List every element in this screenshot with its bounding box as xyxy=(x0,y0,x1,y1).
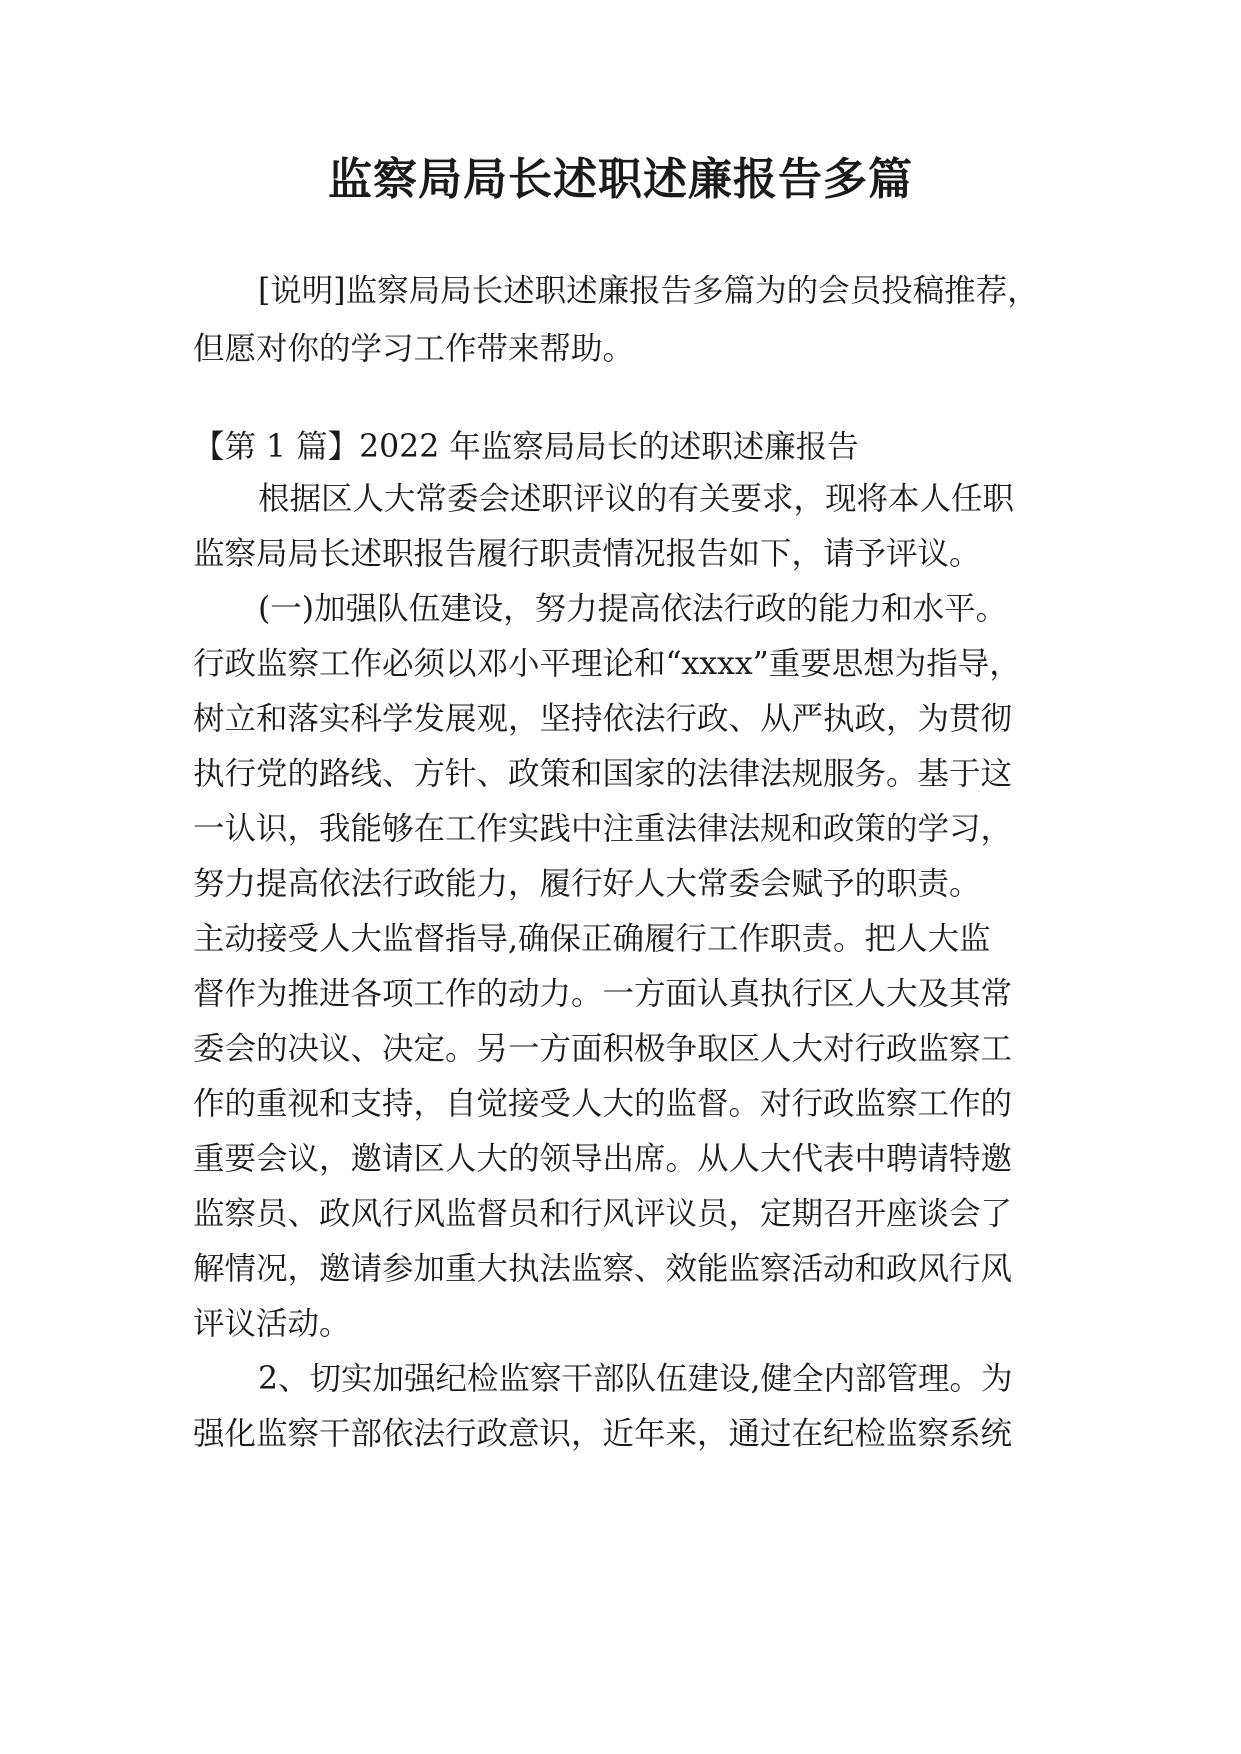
body-line: 主动接受人大监督指导,确保正确履行工作职责。把人大监 xyxy=(193,921,991,957)
body-line: 树立和落实科学发展观，坚持依法行政、从严执政，为贯彻 xyxy=(193,701,1013,737)
intro-line: 但愿对你的学习工作带来帮助。 xyxy=(193,331,635,367)
body-line: 努力提高依法行政能力，履行好人大常委会赋予的职责。 xyxy=(193,866,981,902)
body-line: 一认识，我能够在工作实践中注重法律法规和政策的学习， xyxy=(193,811,1013,847)
body-line: 督作为推进各项工作的动力。一方面认真执行区人大及其常 xyxy=(193,976,1013,1012)
document-title: 监察局局长述职述廉报告多篇 xyxy=(328,154,913,205)
body-line: 监察员、政风行风监督员和行风评议员，定期召开座谈会了 xyxy=(193,1196,1013,1232)
body-line: 行政监察工作必须以邓小平理论和“xxxx”重要思想为指导， xyxy=(193,646,1021,682)
body-line: 2、切实加强纪检监察干部队伍建设,健全内部管理。为 xyxy=(258,1361,1013,1397)
body-line: 根据区人大常委会述职评议的有关要求，现将本人任职 xyxy=(258,481,1015,517)
body-line: 作的重视和支持，自觉接受人大的监督。对行政监察工作的 xyxy=(193,1086,1013,1122)
body-line: 解情况，邀请参加重大执法监察、效能监察活动和政风行风 xyxy=(193,1251,1013,1287)
body-line: (一)加强队伍建设，努力提高依法行政的能力和水平。 xyxy=(258,591,1008,627)
intro-line: [说明]监察局局长述职述廉报告多篇为的会员投稿推荐， xyxy=(258,273,1039,309)
body-line: 执行党的路线、方针、政策和国家的法律法规服务。基于这 xyxy=(193,756,1013,792)
section-heading: 【第 1 篇】2022 年监察局局长的述职述廉报告 xyxy=(193,429,859,465)
body-line: 强化监察干部依法行政意识，近年来，通过在纪检监察系统 xyxy=(193,1416,1013,1452)
body-line: 监察局局长述职报告履行职责情况报告如下，请予评议。 xyxy=(193,536,981,572)
body-line: 委会的决议、决定。另一方面积极争取区人大对行政监察工 xyxy=(193,1031,1013,1067)
body-line: 评议活动。 xyxy=(193,1306,351,1342)
body-line: 重要会议，邀请区人大的领导出席。从人大代表中聘请特邀 xyxy=(193,1141,1013,1177)
